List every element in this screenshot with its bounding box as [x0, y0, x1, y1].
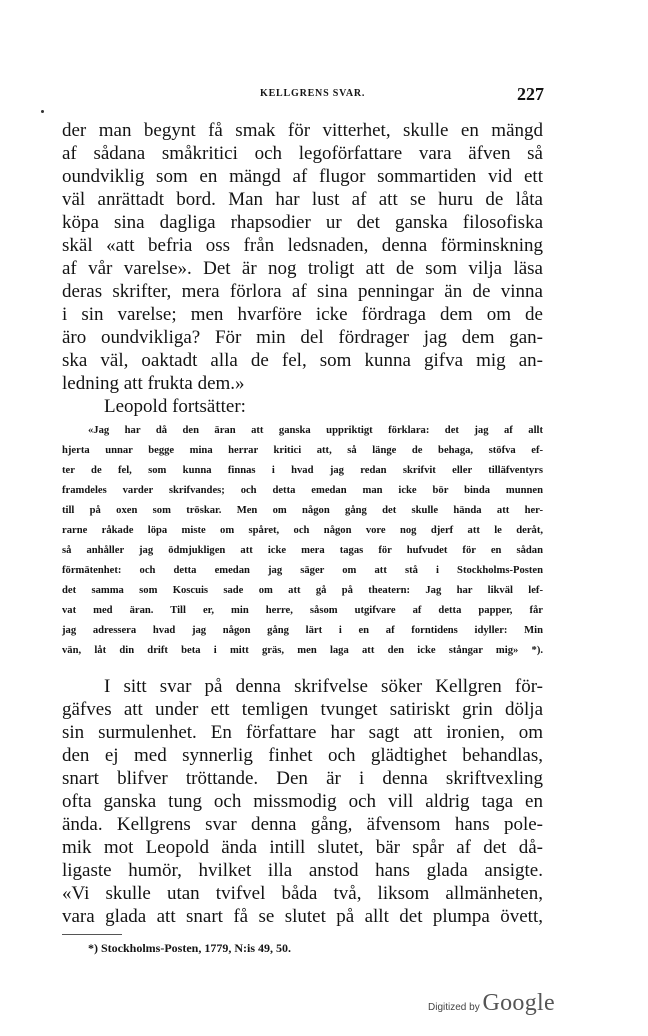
body-line: köpa sina dagliga rhapsodier ur det ganska filosofiska [62, 212, 543, 233]
body-line: ända. Kellgrens svar denna gång, äfvensom hans pole- [62, 814, 543, 835]
section-lead-line: Leopold fortsätter: [104, 396, 246, 417]
quote-line: hjerta unnar begge mina herrar kritici att, så länge de behaga, stöfva ef- [62, 445, 543, 456]
running-title: KELLGRENS SVAR. [260, 88, 366, 99]
digitized-watermark [428, 990, 555, 1017]
quote-line: vat med äran. Till er, min herre, såsom utgifvare af detta papper, får [62, 605, 543, 616]
body-line: gäfves att under ett temligen tvunget satiriskt grin dölja [62, 699, 543, 720]
body-line: väl anrättadt bord. Man har lust af att se huru de låta [62, 189, 543, 210]
footnote: *) Stockholms-Posten, 1779, N:is 49, 50. [88, 941, 291, 955]
body-line: af vår varelse». Det är nog troligt att de som vilja läsa [62, 258, 543, 279]
quote-line: till på oxen som tröskar. Men om någon gång det skulle hända att her- [62, 505, 543, 516]
body-line: i sin varelse; men hvarföre icke fördraga dem om de [62, 304, 543, 325]
google-logo: Google [482, 990, 555, 1016]
body-line: ledning att frukta dem.» [62, 373, 245, 394]
quote-line: det samma som Koscuis sade om att gå på theatern: Jag har likväl lef- [62, 585, 543, 596]
quote-line: förmätenhet: och detta emedan jag säger om att stå i Stockholms-Posten [62, 565, 543, 576]
body-line: oundviklig som en mängd af flugor sommartiden vid ett [62, 166, 543, 187]
page-header [60, 84, 544, 108]
body-line: mik mot Leopold ända intill slutet, bär spår af det då- [62, 837, 543, 858]
body-line: sin surmulenhet. En författare har sagt att ironien, om [62, 722, 543, 743]
quote-line: jag adressera hvad jag någon gång lärt i en af forntidens idyller: Min [62, 625, 543, 636]
ink-speck [41, 110, 44, 113]
quote-line: framdeles varder skrifvandes; och detta emedan man icke bör binda munnen [62, 485, 543, 496]
body-line: äro oundvikliga? För min del fördrager jag dem gan- [62, 327, 543, 348]
footnote-rule [62, 934, 122, 935]
body-line: vara glada att snart få se slutet på allt det plumpa övett, [62, 906, 543, 927]
quote-line: så anhåller jag ödmjukligen att icke mera tagas för hufvudet för en sådan [62, 545, 543, 556]
body-line: ligaste humör, hvilket illa anstod hans glada ansigte. [62, 860, 543, 881]
body-line: «Vi skulle utan tvifvel båda två, liksom allmänheten, [62, 883, 543, 904]
quote-line: ter de fel, som kunna finnas i hvad jag redan skrifvit eller tilläfventyrs [62, 465, 543, 476]
quote-line: «Jag har då den äran att ganska uppriktigt förklara: det jag af allt [88, 425, 543, 436]
body-line: af sådana småkritici och legoförfattare vara äfven så [62, 143, 543, 164]
quote-line: vän, låt din drift beta i mitt gräs, men laga att den icke stångar mig» *). [62, 645, 543, 656]
body-line: skäl «att befria oss från ledsnaden, denna förminskning [62, 235, 543, 256]
body-line: der man begynt få smak för vitterhet, skulle en mängd [62, 120, 543, 141]
digitized-by-label: Digitized by [428, 1002, 480, 1013]
body-line: I sitt svar på denna skrifvelse söker Kellgren för- [104, 676, 543, 697]
body-line: deras skrifter, mera förlora af sina penningar än de vinna [62, 281, 543, 302]
body-line: snart blifver tröttande. Den är i denna skriftvexling [62, 768, 543, 789]
body-line: ofta ganska tung och missmodig och vill aldrig taga en [62, 791, 543, 812]
quote-line: rarne råkade löpa miste om spåret, och någon vore nog djerf att le deråt, [62, 525, 543, 536]
body-line: ska väl, oaktadt alla de fel, som kunna gifva mig an- [62, 350, 543, 371]
page-number: 227 [517, 84, 544, 104]
body-line: den ej med synnerlig finhet och glädtighet behandlas, [62, 745, 543, 766]
